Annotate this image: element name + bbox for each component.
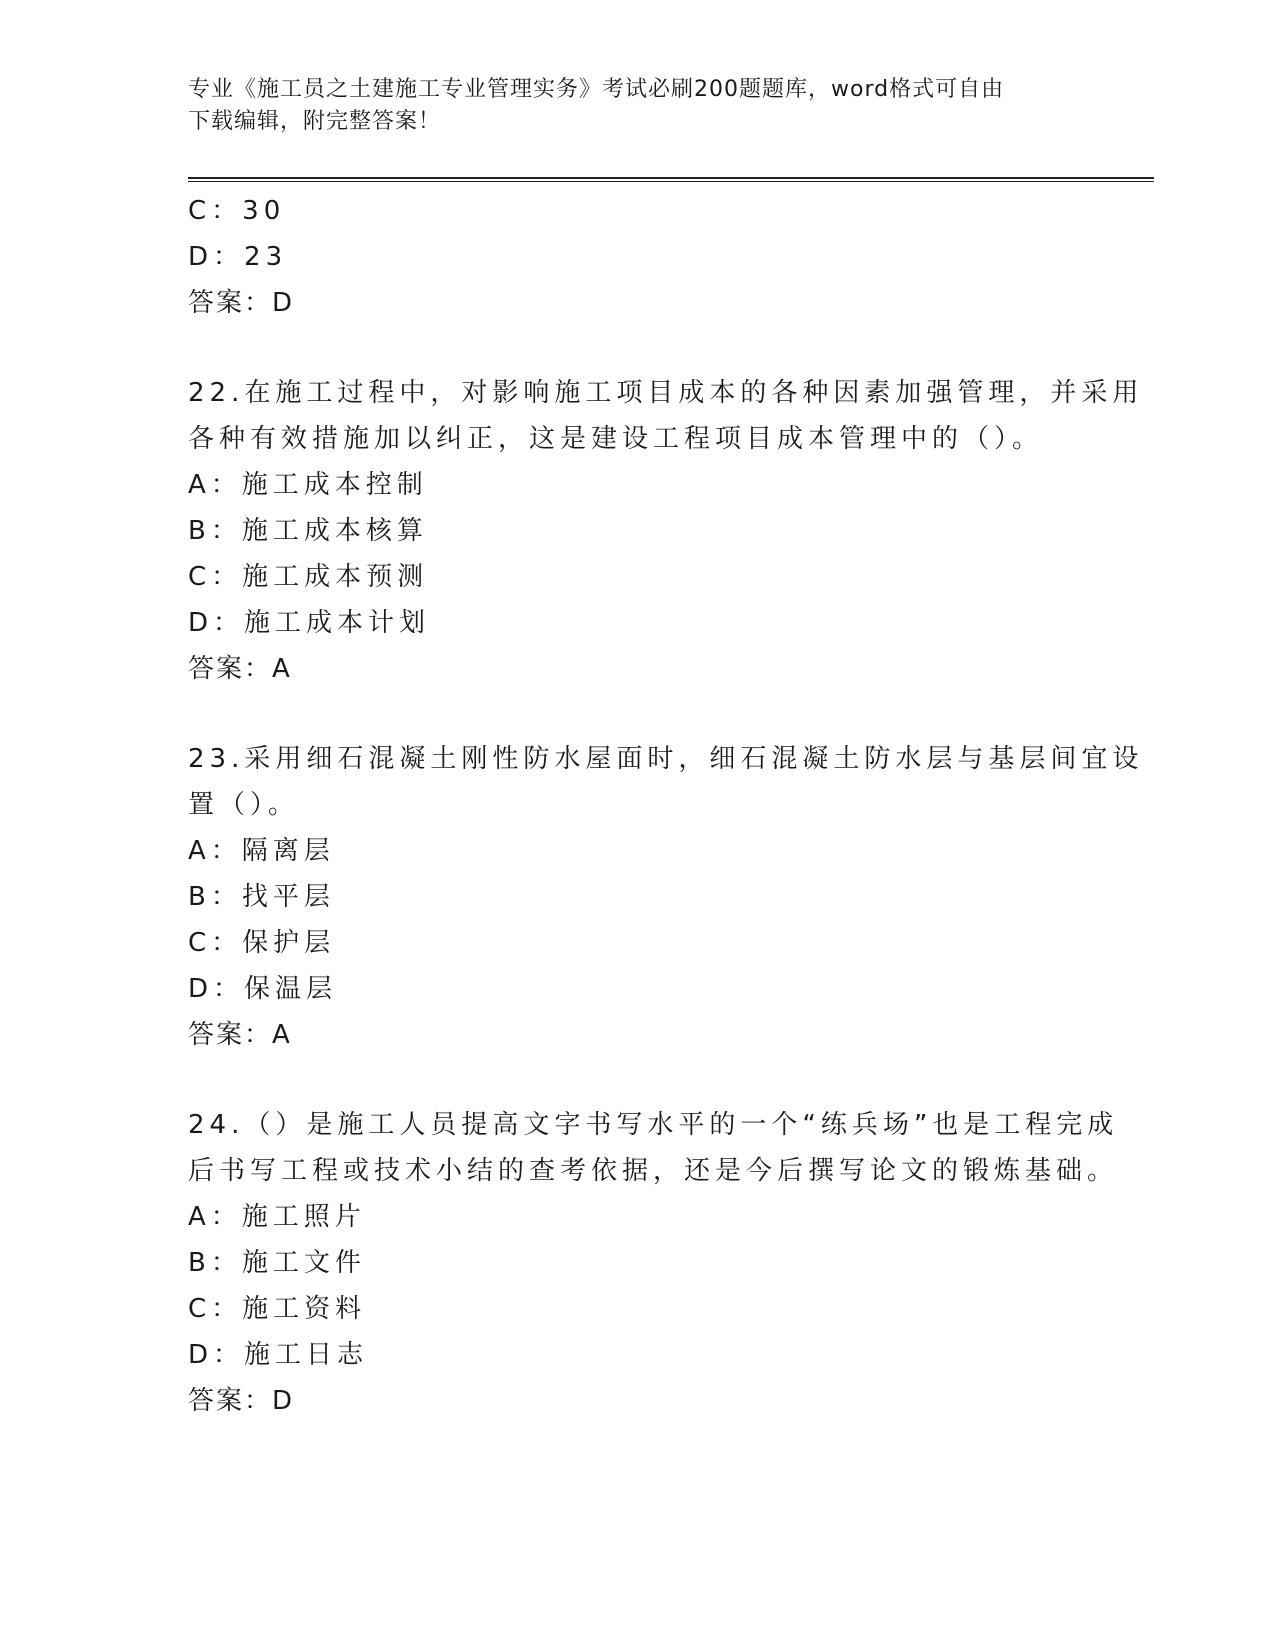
question-stem-line: 各种有效措施加以纠正，这是建设工程项目成本管理中的（）。	[188, 424, 1044, 454]
option-b: B：找平层	[188, 882, 335, 912]
question-stem-line: 23.采用细石混凝土刚性防水屋面时，细石混凝土防水层与基层间宜设	[188, 744, 1144, 774]
header-rule-thick	[188, 177, 1154, 179]
option-a: A：施工照片	[188, 1202, 366, 1232]
option-c: C：30	[188, 196, 286, 226]
document-header	[188, 74, 1088, 138]
spacer	[188, 1058, 1088, 1102]
spacer	[188, 692, 1088, 736]
option-d: D：施工成本计划	[188, 608, 431, 638]
question-22	[188, 370, 1144, 692]
answer: 答案：A	[188, 1020, 292, 1050]
question-24	[188, 1102, 1119, 1424]
answer: 答案：A	[188, 654, 292, 684]
option-b: B：施工成本核算	[188, 516, 428, 546]
question-stem-line: 后书写工程或技术小结的查考依据，还是今后撰写论文的锻炼基础。	[188, 1156, 1119, 1186]
answer: 答案：D	[188, 288, 295, 318]
option-c: C：施工成本预测	[188, 562, 429, 592]
option-d: D：施工日志	[188, 1340, 369, 1370]
header-line-2: 下载编辑，附完整答案！	[188, 109, 442, 134]
answer: 答案：D	[188, 1386, 295, 1416]
option-c: C：保护层	[188, 928, 336, 958]
header-line-1: 专业《施工员之土建施工专业管理实务》考试必刷200题题库，word格式可自由	[188, 77, 1005, 102]
option-c: C：施工资料	[188, 1294, 367, 1324]
option-d: D：23	[188, 242, 288, 272]
header-rule-thin	[188, 181, 1154, 182]
option-b: B：施工文件	[188, 1248, 366, 1278]
document-body	[188, 188, 1144, 1424]
option-a: A：施工成本控制	[188, 470, 428, 500]
question-23	[188, 736, 1144, 1058]
question-stem-line: 24.（）是施工人员提高文字书写水平的一个“练兵场”也是工程完成	[188, 1110, 1119, 1140]
spacer	[188, 326, 1088, 370]
option-d: D：保温层	[188, 974, 338, 1004]
question-stem-line: 22.在施工过程中，对影响施工项目成本的各种因素加强管理，并采用	[188, 378, 1144, 408]
question-21-tail	[188, 188, 1088, 326]
question-stem-line: 置（）。	[188, 790, 300, 820]
option-a: A：隔离层	[188, 836, 335, 866]
